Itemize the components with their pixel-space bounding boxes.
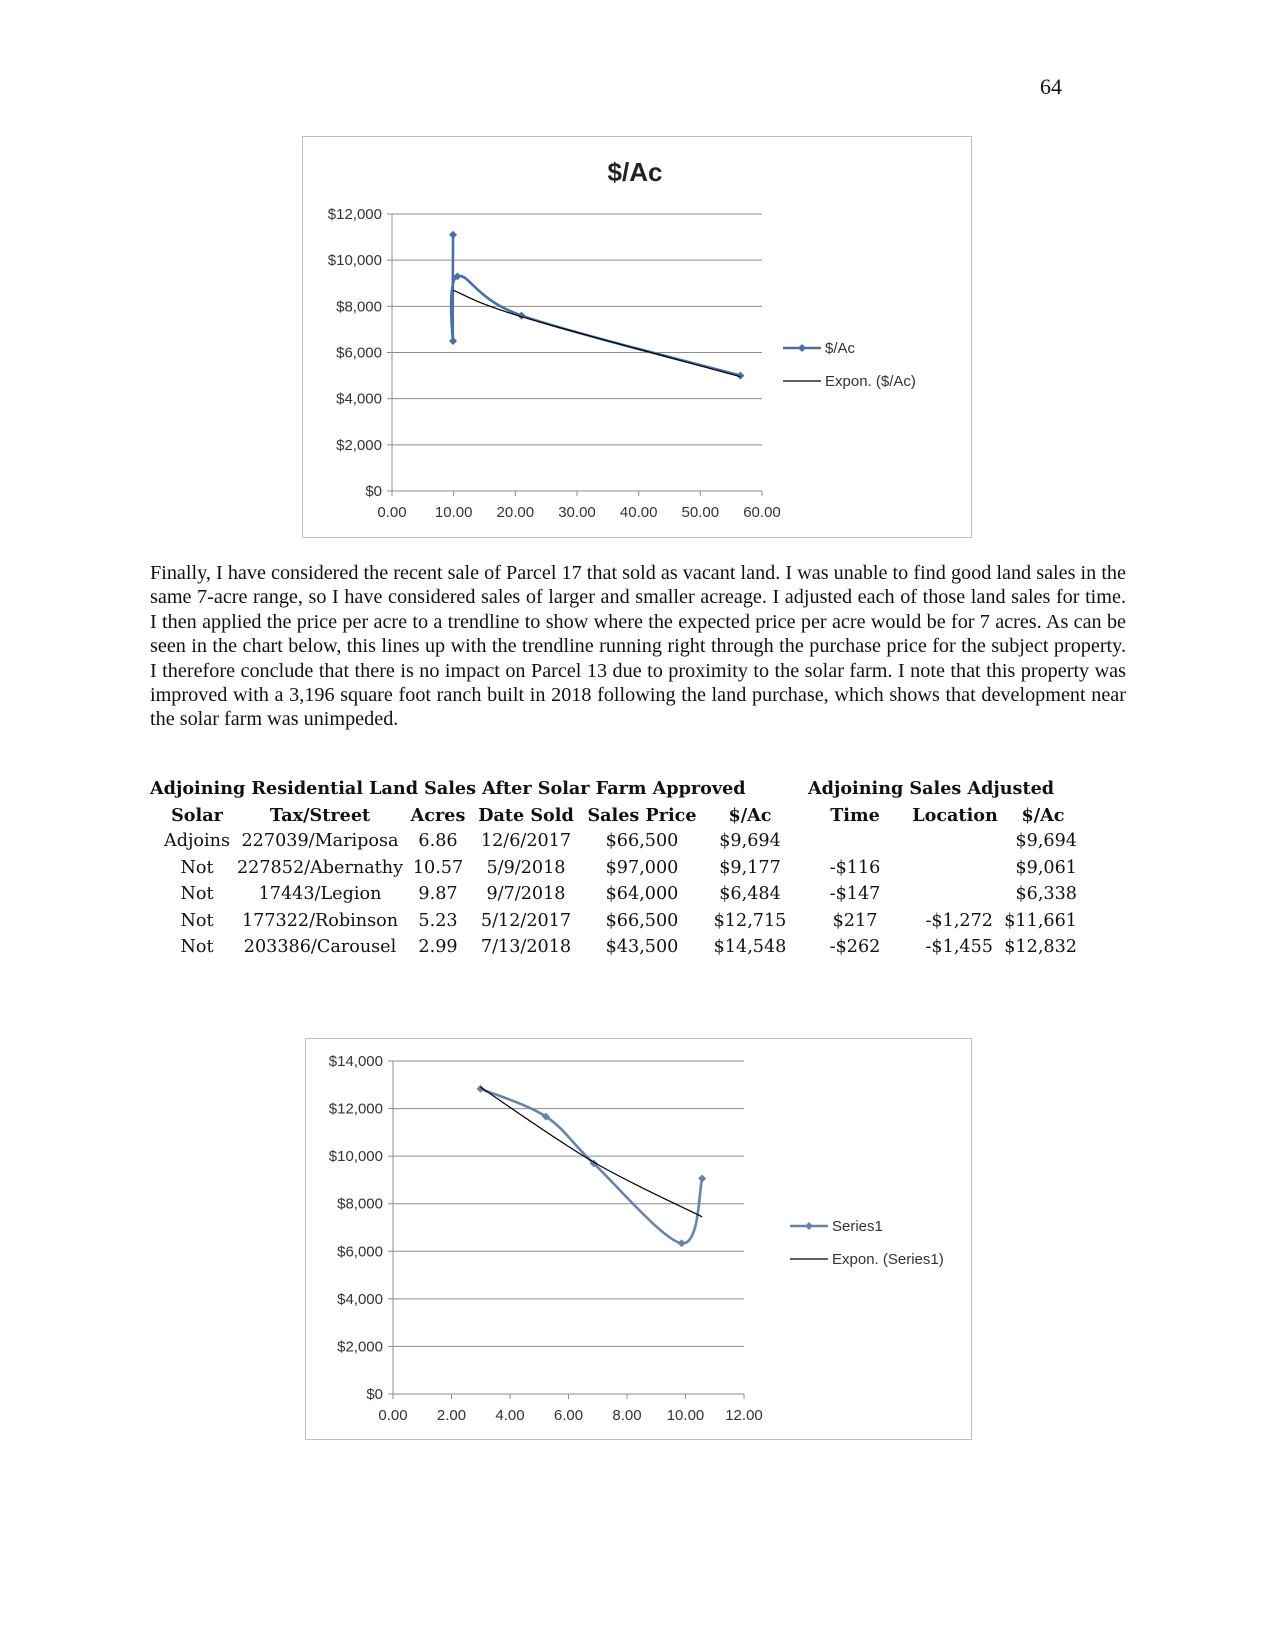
cell-tax-street: 227852/Abernathy [236,857,404,878]
legend-series-marker [798,344,806,352]
y-tick-label: $0 [366,1386,383,1403]
cell-solar: Not [180,910,214,931]
cell-date-sold: 7/13/2018 [480,937,572,957]
col-header-time: Time [830,804,880,826]
cell-sales-price: $66,500 [605,831,679,851]
x-tick-label: 8.00 [612,1407,642,1424]
cell-adjusted-price-per-acre: $9,061 [1015,857,1077,878]
data-point [449,337,457,345]
cell-location: -$1,272 [925,910,993,931]
y-tick-label: $12,000 [328,1100,383,1118]
y-tick-label: $14,000 [328,1053,383,1070]
x-tick-label: 50.00 [681,504,720,521]
price-per-acre-chart [302,136,972,538]
cell-location: -$1,455 [925,937,993,957]
adjusted-price-trend-chart [305,1038,972,1440]
cell-tax-street: 17443/Legion [258,884,382,904]
y-tick-label: $8,000 [337,1195,383,1213]
chart-title: $/Ac [607,157,663,187]
cell-sales-price: $43,500 [605,937,679,957]
table-body [150,831,1140,964]
y-tick-label: $0 [365,483,382,500]
y-tick-label: $2,000 [337,1338,383,1356]
cell-adjusted-price-per-acre: $12,832 [1004,937,1077,957]
page-number: 64 [1040,74,1062,99]
x-tick-label: 20.00 [496,504,535,521]
col-header-location: Location [912,804,998,826]
cell-acres: 10.57 [412,857,464,878]
legend-label: Series1 [832,1218,883,1235]
x-tick-label: 4.00 [495,1407,525,1424]
cell-date-sold: 5/9/2018 [486,857,566,878]
table-group-header-row [150,778,1140,805]
cell-tax-street: 227039/Mariposa [241,831,399,851]
body-paragraph: Finally, I have considered the recent sale of Parcel 17 that sold as vacant land. I was unable to find good land sales in the same 7-acre range, so I have considered sales of larger and smaller acreage. I adjusted each of those land sales for time. I then applied the price per acre to a trendline to show where the expected price per acre would be for 7 acres. As can be seen in the chart below, this lines up with the trendline running right through the purchase price for the subject property. I therefore conclude that there is no impact on Parcel 13 due to proximity to the solar farm. I note that this property was improved with a 3,196 square foot ranch built in 2018 following the land purchase, which shows that development near the solar farm was unimpeded. [150,562,1126,731]
y-tick-label: $8,000 [336,298,382,316]
cell-acres: 5.23 [418,910,458,931]
legend-label: Expon. ($/Ac) [825,373,916,390]
y-tick-label: $10,000 [327,252,382,270]
col-header-price-per-acre: $/Ac [728,804,772,826]
cell-solar: Adjoins [163,831,231,851]
x-tick-label: 30.00 [558,504,596,521]
col-header-date-sold: Date Sold [478,804,574,826]
x-tick-label: 0.00 [378,1407,408,1424]
legend-series-marker [805,1222,813,1230]
cell-adjusted-price-per-acre: $9,694 [1015,831,1077,851]
cell-acres: 2.99 [418,937,458,957]
trendline [480,1087,702,1217]
y-tick-label: $6,000 [336,344,382,362]
y-tick-label: $2,000 [336,436,382,454]
x-tick-label: 60.00 [743,504,781,521]
cell-acres: 9.87 [418,884,458,904]
table-row [150,831,1140,858]
group-header-left: Adjoining Residential Land Sales After Solar Farm Approved [150,778,746,799]
cell-price-per-acre: $12,715 [713,910,787,931]
cell-time: -$116 [829,857,881,878]
group-header-right: Adjoining Sales Adjusted [808,778,1055,799]
legend-label: Expon. (Series1) [832,1251,944,1268]
cell-time: -$147 [829,884,881,904]
cell-date-sold: 5/12/2017 [480,910,572,931]
series-line [480,1089,702,1244]
data-point [698,1174,706,1182]
cell-sales-price: $97,000 [605,857,679,878]
col-header-adjusted-price-per-acre: $/Ac [1021,804,1065,826]
cell-solar: Not [180,937,214,957]
cell-date-sold: 9/7/2018 [486,884,566,904]
col-header-acres: Acres [410,804,466,826]
cell-sales-price: $64,000 [605,884,679,904]
legend-label: $/Ac [825,340,856,357]
cell-price-per-acre: $6,484 [719,884,781,904]
cell-date-sold: 12/6/2017 [480,831,572,851]
cell-time: $217 [832,910,878,931]
cell-tax-street: 177322/Robinson [241,910,399,931]
table-column-header-row [150,805,1140,832]
y-tick-label: $12,000 [327,206,382,223]
cell-price-per-acre: $9,694 [719,831,781,851]
price-per-acre-chart-svg [303,137,971,537]
cell-price-per-acre: $9,177 [719,857,781,878]
col-header-tax-street: Tax/Street [269,804,371,826]
cell-solar: Not [180,884,214,904]
x-tick-label: 12.00 [725,1407,763,1424]
data-point [678,1239,686,1247]
cell-solar: Not [180,857,214,878]
land-sales-table [150,778,1140,964]
cell-tax-street: 203386/Carousel [243,937,397,957]
x-tick-label: 2.00 [436,1407,467,1424]
table-row [150,884,1140,911]
table-row [150,858,1140,885]
cell-time: -$262 [829,937,881,957]
y-tick-label: $6,000 [337,1243,383,1261]
table-row [150,937,1140,964]
x-tick-label: 10.00 [434,504,473,521]
data-point [449,231,457,239]
cell-price-per-acre: $14,548 [713,937,787,957]
table-row [150,911,1140,938]
x-tick-label: 6.00 [553,1407,584,1424]
x-tick-label: 0.00 [377,504,407,521]
y-tick-label: $10,000 [328,1148,383,1166]
x-tick-label: 40.00 [619,504,658,521]
y-tick-label: $4,000 [337,1290,383,1308]
cell-sales-price: $66,500 [605,910,679,931]
cell-adjusted-price-per-acre: $6,338 [1015,884,1077,904]
series-line [451,235,740,376]
col-header-sales-price: Sales Price [587,804,697,826]
adjusted-price-trend-chart-svg [306,1039,971,1439]
y-tick-label: $4,000 [336,390,382,408]
col-header-solar: Solar [171,804,223,826]
cell-acres: 6.86 [418,831,458,851]
x-tick-label: 10.00 [666,1407,705,1424]
cell-adjusted-price-per-acre: $11,661 [1004,910,1077,931]
